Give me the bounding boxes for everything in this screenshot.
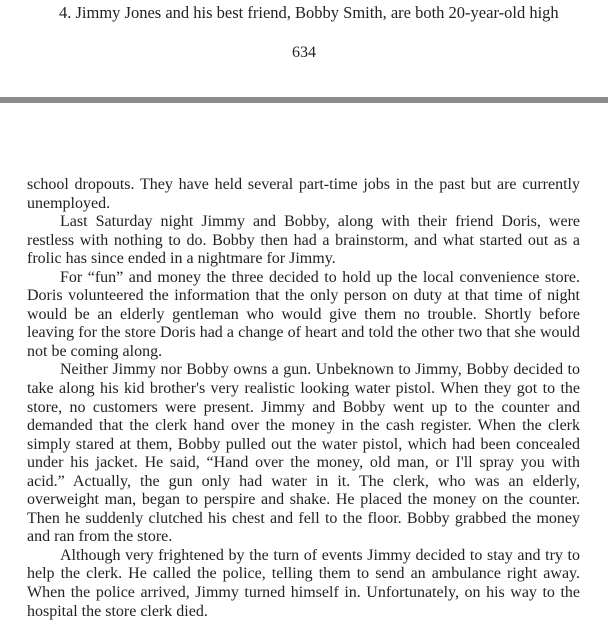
paragraph-aftermath: Although very frightened by the turn of events Jimmy decided to stay and try to help the clerk. He called the police, telling them to send an ambulance right away. When the police arrived, Jimmy turned himself in. Unfortunately, on his way to the hospital the store clerk died. — [27, 546, 580, 620]
page-divider — [0, 97, 608, 103]
paragraph-continuation: school dropouts. They have held several part-time jobs in the past but are currently unemployed. — [27, 176, 580, 212]
page-number: 634 — [292, 44, 316, 61]
document-body — [27, 176, 580, 621]
previous-page-last-line: 4. Jimmy Jones and his best friend, Bobby Smith, are both 20-year-old high — [59, 3, 559, 22]
paragraph-saturday-night: Last Saturday night Jimmy and Bobby, along with their friend Doris, were restless with nothing to do. Bobby then had a brainstorm, and what started out as a frolic has since ended in a nightmare for Jimmy. — [27, 213, 580, 268]
paragraph-hold-up-plan: For “fun” and money the three decided to hold up the local convenience store. Doris volunteered the information that the only person on duty at that time of night would be an elderly gentleman who would give them no trouble. Shortly before leaving for the store Doris had a change of heart and told the other two that she would not be coming along. — [27, 268, 580, 360]
paragraph-robbery: Neither Jimmy nor Bobby owns a gun. Unbeknown to Jimmy, Bobby decided to take along his kid brother's very realistic looking water pistol. When they got to the store, no customers were present. Jimmy and Bobby went up to the counter and demanded that the clerk hand over the money in the cash register. When the clerk simply stared at them, Bobby pulled out the water pistol, which had been concealed under his jacket. He said, “Hand over the money, old man, or I'll spray you with acid.” Actually, the gun only had water in it. The clerk, who was an elderly, overweight man, began to perspire and shake. He placed the money on the counter. Then he suddenly clutched his chest and fell to the floor. Bobby grabbed the money and ran from the store. — [27, 361, 580, 546]
